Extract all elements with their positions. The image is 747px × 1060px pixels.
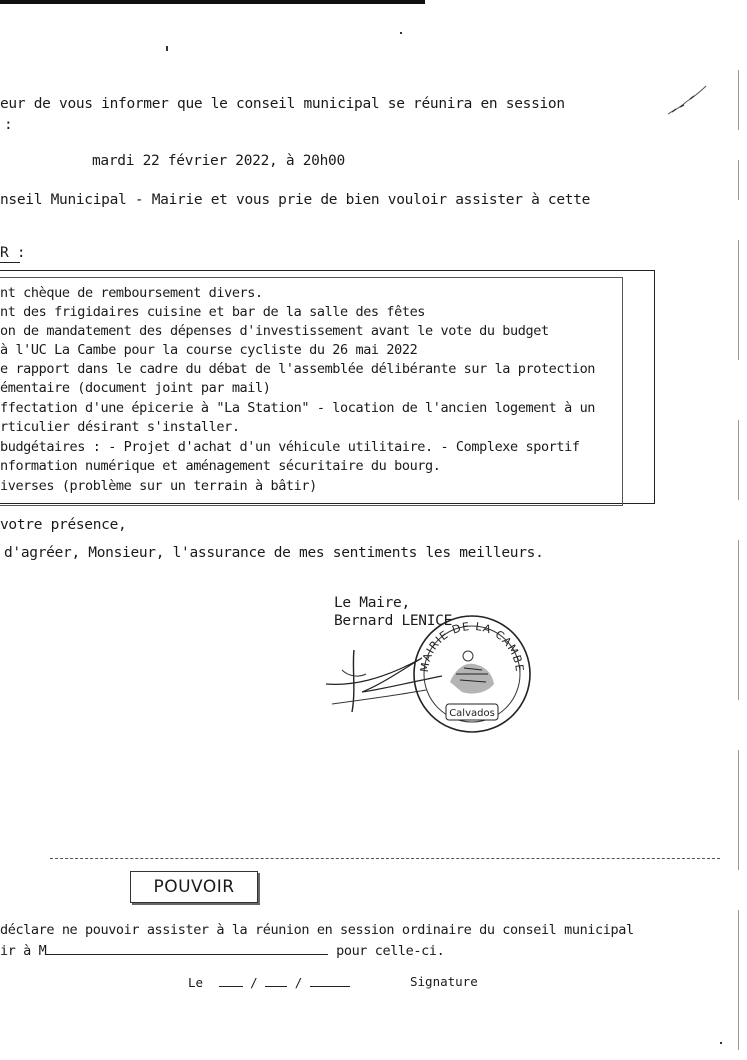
proxy-delegate-line <box>0 942 444 959</box>
signatory-name: Bernard LENICE <box>334 613 453 629</box>
proxy-declaration: déclare ne pouvoir assister à la réunion en session ordinaire du conseil municipal <box>0 922 634 938</box>
seal-text-top: MAIRIE DE LA CAMBE <box>417 619 527 674</box>
intro-continuation: : <box>4 117 13 133</box>
seal-text-bottom: Calvados <box>449 708 495 719</box>
agenda-item: rticulier désirant s'installer. <box>0 419 240 435</box>
scan-speck <box>166 46 168 51</box>
date-year-field[interactable] <box>310 974 350 987</box>
agenda-item: on de mandatement des dépenses d'investissement avant le vote du budget <box>0 323 549 339</box>
proxy-title: POUVOIR <box>130 871 258 903</box>
signatory-title: Le Maire, <box>334 595 410 611</box>
delegate-name-field[interactable] <box>46 942 328 955</box>
scan-speck <box>720 1042 722 1044</box>
agenda-item: budgétaires : - Projet d'achat d'un véhicule utilitaire. - Complexe sportif <box>0 439 580 455</box>
handwritten-mark-icon <box>662 80 712 120</box>
agenda-item: e rapport dans le cadre du débat de l'assemblée délibérante sur la protection <box>0 361 596 377</box>
date-label: Le <box>188 975 204 990</box>
agenda-item: nt chèque de remboursement divers. <box>0 285 263 301</box>
date-day-field[interactable] <box>219 974 243 987</box>
proxy-date-line: Le / / <box>188 974 350 990</box>
meeting-date: mardi 22 février 2022, à 20h00 <box>92 153 345 169</box>
proxy-delegate-prefix: ir à M <box>0 943 47 959</box>
agenda-item: à l'UC La Cambe pour la course cycliste du 26 mai 2022 <box>0 342 418 358</box>
agenda-item: nt des frigidaires cuisine et bar de la salle des fêtes <box>0 304 426 320</box>
signature-label: Signature <box>410 974 478 989</box>
closing-text: d'agréer, Monsieur, l'assurance de mes sentiments les meilleurs. <box>4 545 544 561</box>
scan-right-edge <box>734 70 747 1060</box>
proxy-delegate-suffix: pour celle-ci. <box>336 943 445 959</box>
top-edge-bar <box>0 0 425 4</box>
agenda-item: ffectation d'une épicerie à "La Station" - location de l'ancien logement à un <box>0 400 596 416</box>
agenda-item: nformation numérique et aménagement sécuritaire du bourg. <box>0 458 441 474</box>
mairie-seal <box>410 612 534 736</box>
agenda-heading: R : <box>0 245 26 261</box>
location-text: nseil Municipal - Mairie et vous prie de bien vouloir assister à cette <box>0 192 591 208</box>
agenda-item: iverses (problème sur un terrain à bâtir) <box>0 478 317 494</box>
presence-text: votre présence, <box>0 517 127 533</box>
scan-speck <box>400 32 402 34</box>
intro-text: eur de vous informer que le conseil municipal se réunira en session <box>0 96 565 112</box>
date-month-field[interactable] <box>265 974 287 987</box>
cut-line-separator <box>50 858 720 859</box>
agenda-heading-underline <box>0 262 20 263</box>
agenda-item: émentaire (document joint par mail) <box>0 380 271 396</box>
